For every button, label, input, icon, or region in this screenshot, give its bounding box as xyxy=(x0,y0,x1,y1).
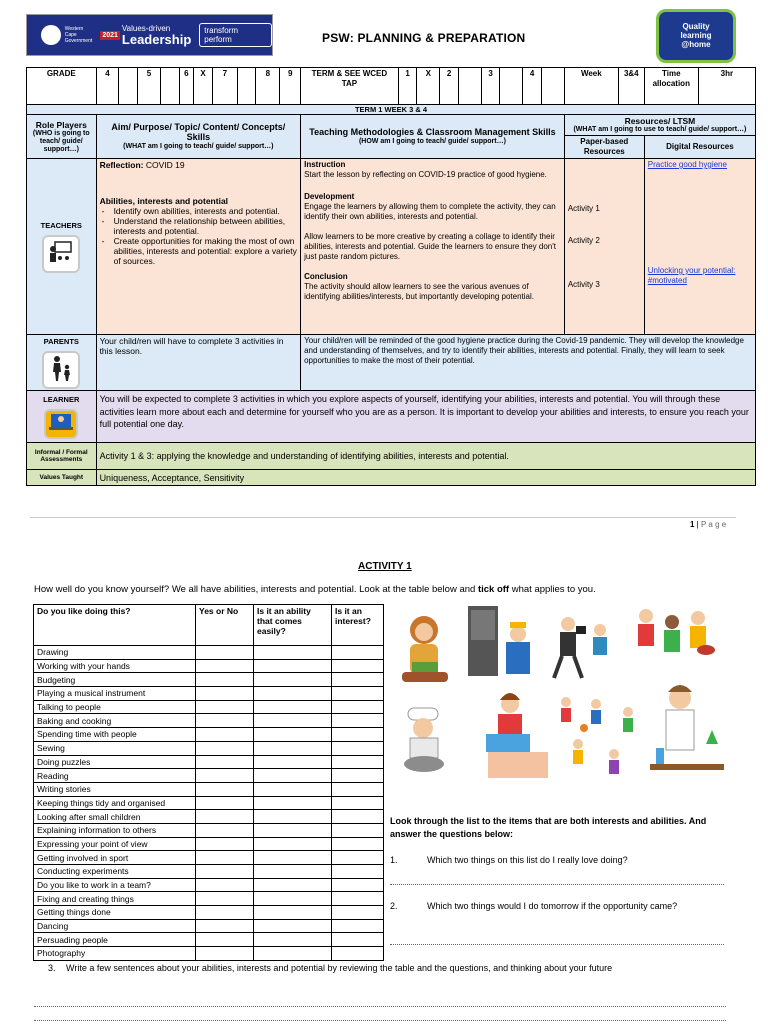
table-row xyxy=(34,892,384,906)
learner-text: You will be expected to complete 3 activities in which you explore aspects of yourself, identifying your abilities, interests and potential. You will through these activities learn more about each and determine for yourself who you are as a person. It is important to develop your abilities and interests, to ensure you reach your full potential one day. xyxy=(96,391,755,443)
term-banner-row xyxy=(27,105,756,115)
yes-no-cell[interactable] xyxy=(196,714,254,728)
quality-learning-logo: Quality learning @home xyxy=(656,9,736,63)
paper-item: Activity 3 xyxy=(567,280,600,289)
interest-cell[interactable] xyxy=(332,906,384,920)
interest-cell[interactable] xyxy=(332,673,384,687)
interest-cell[interactable] xyxy=(332,687,384,701)
assessment-role: Informal / Formal Assessments xyxy=(27,443,97,470)
week-label: Week xyxy=(564,68,618,105)
table-row xyxy=(34,728,384,742)
values-text: Uniqueness, Acceptance, Sensitivity xyxy=(96,470,755,486)
activity-item: Sewing xyxy=(34,741,196,755)
interest-cell[interactable] xyxy=(332,769,384,783)
assessment-row xyxy=(27,443,756,470)
activity-item: Doing puzzles xyxy=(34,755,196,769)
activity-item: Looking after small children xyxy=(34,810,196,824)
yes-no-cell[interactable] xyxy=(196,741,254,755)
time-label: Time allocation xyxy=(644,68,698,105)
ability-cell[interactable] xyxy=(254,878,332,892)
ability-cell[interactable] xyxy=(254,837,332,851)
activity-item: Keeping things tidy and organised xyxy=(34,796,196,810)
table-row xyxy=(34,919,384,933)
values-role: Values Taught xyxy=(27,470,97,486)
yes-no-cell[interactable] xyxy=(196,769,254,783)
ability-cell[interactable] xyxy=(254,755,332,769)
table-row xyxy=(34,851,384,865)
week-value: 3&4 xyxy=(618,68,644,105)
ability-cell[interactable] xyxy=(254,810,332,824)
interest-cell[interactable] xyxy=(332,741,384,755)
table-row xyxy=(34,755,384,769)
answer-line[interactable] xyxy=(390,944,724,945)
time-value: 3hr xyxy=(698,68,755,105)
activity-item: Playing a musical instrument xyxy=(34,687,196,701)
paper-resources xyxy=(564,159,644,335)
activity-title: ACTIVITY 1 xyxy=(358,561,412,572)
ability-objective: - Understand the relationship between abilities, interests and potential. xyxy=(114,216,298,236)
table-row xyxy=(34,933,384,947)
ability-cell[interactable] xyxy=(254,741,332,755)
activities-illustration xyxy=(388,604,724,784)
grade-label: GRADE xyxy=(27,68,97,105)
interest-cell[interactable] xyxy=(332,782,384,796)
parent-child-icon xyxy=(42,351,80,389)
column-header: Is it an ability that comes easily? xyxy=(254,605,332,646)
teachers-role: TEACHERS xyxy=(27,159,97,335)
yes-no-cell[interactable] xyxy=(196,700,254,714)
roles-header: Role Players (WHO is going to teach/ guide/ support…) xyxy=(27,115,97,159)
activity-item: Spending time with people xyxy=(34,728,196,742)
table-row xyxy=(34,673,384,687)
interest-cell[interactable] xyxy=(332,700,384,714)
teacher-board-icon xyxy=(42,235,80,273)
table-row xyxy=(34,865,384,879)
leadership-banner: Western Cape Government 2021 Values-driven Leadership transform perform xyxy=(26,14,273,56)
yes-no-cell[interactable] xyxy=(196,947,254,961)
table-row xyxy=(34,687,384,701)
ability-cell[interactable] xyxy=(254,687,332,701)
yes-no-cell[interactable] xyxy=(196,906,254,920)
interests-table xyxy=(33,604,384,961)
learner-laptop-icon xyxy=(44,409,78,439)
government-seal-icon xyxy=(41,25,61,45)
parents-method: Your child/ren will be reminded of the good hygiene practice during the Covid-19 pandemic. They will develop the knowledge and understanding of themselves, and try to identify their abilities, interests and potential. Finally, they will learn to seek opportunities to make the most of their potential. xyxy=(301,335,756,391)
ability-cell[interactable] xyxy=(254,865,332,879)
learner-row xyxy=(27,391,756,443)
interest-cell[interactable] xyxy=(332,659,384,673)
ability-cell[interactable] xyxy=(254,933,332,947)
ability-cell[interactable] xyxy=(254,892,332,906)
aim-header: Aim/ Purpose/ Topic/ Content/ Concepts/ Skills (WHAT am I going to teach/ guide/ support…) xyxy=(96,115,301,159)
question-3-number: 3. xyxy=(48,963,56,973)
values-row xyxy=(27,470,756,486)
activity-item: Budgeting xyxy=(34,673,196,687)
yes-no-cell[interactable] xyxy=(196,878,254,892)
questions-heading: Look through the list to the items that are both interests and abilities. And answer the questions below: xyxy=(390,816,707,839)
paper-item: Activity 2 xyxy=(567,236,600,245)
question-2: Which two things would I do tomorrow if the opportunity came? xyxy=(427,901,678,911)
table-row xyxy=(34,906,384,920)
interest-cell[interactable] xyxy=(332,810,384,824)
table-row xyxy=(34,837,384,851)
answer-line[interactable] xyxy=(390,884,724,885)
activity-item: Writing stories xyxy=(34,782,196,796)
yes-no-cell[interactable] xyxy=(196,755,254,769)
activity-intro: How well do you know yourself? We all have abilities, interests and potential. Look at the table below and tick off what applies to you. xyxy=(34,584,596,595)
parents-row xyxy=(27,335,756,391)
practice-hygiene-link[interactable]: Practice good hygiene xyxy=(647,160,727,169)
table-row xyxy=(34,878,384,892)
yes-no-cell[interactable] xyxy=(196,837,254,851)
ability-cell[interactable] xyxy=(254,646,332,660)
yes-no-cell[interactable] xyxy=(196,892,254,906)
table-row xyxy=(34,823,384,837)
activity-item: Dancing xyxy=(34,919,196,933)
digital-resources xyxy=(644,159,755,335)
page-number: 1 | P a g e xyxy=(690,520,727,529)
table-row xyxy=(34,741,384,755)
table-row xyxy=(34,714,384,728)
interest-cell[interactable] xyxy=(332,837,384,851)
page-divider xyxy=(30,517,736,518)
interest-cell[interactable] xyxy=(332,878,384,892)
activity-item: Drawing xyxy=(34,646,196,660)
ability-objective: - Create opportunities for making the most of own abilities, interests and potential: explore a variety of sources. xyxy=(114,236,298,266)
ability-cell[interactable] xyxy=(254,769,332,783)
activity-item: Expressing your point of view xyxy=(34,837,196,851)
column-header: Is it an interest? xyxy=(332,605,384,646)
yes-no-cell[interactable] xyxy=(196,823,254,837)
ability-cell[interactable] xyxy=(254,728,332,742)
activity-item: Baking and cooking xyxy=(34,714,196,728)
question-1: Which two things on this list do I really love doing? xyxy=(427,855,628,865)
question-3: Write a few sentences about your abilities, interests and potential by reviewing the table and the questions, and thinking about your future xyxy=(66,963,613,973)
ability-objective: - Identify own abilities, interests and potential. xyxy=(114,206,298,216)
teachers-aim: Reflection: COVID 19 Abilities, interests and potential - Identify own abilities, interests and potential. - Understand the relationship between abilities, interests and potential. - Create opportunities for making the most of own abilities, interests and potential: explore a variety of sources. xyxy=(96,159,301,335)
activity-item: Talking to people xyxy=(34,700,196,714)
yes-no-cell[interactable] xyxy=(196,782,254,796)
activity-item: Getting things done xyxy=(34,906,196,920)
learner-role: LEARNER xyxy=(27,391,97,443)
yes-no-cell[interactable] xyxy=(196,796,254,810)
activity-item: Reading xyxy=(34,769,196,783)
ability-cell[interactable] xyxy=(254,919,332,933)
interest-cell[interactable] xyxy=(332,892,384,906)
interest-cell[interactable] xyxy=(332,646,384,660)
ability-cell[interactable] xyxy=(254,796,332,810)
yes-no-cell[interactable] xyxy=(196,646,254,660)
column-header: Do you like doing this? xyxy=(34,605,196,646)
yes-no-cell[interactable] xyxy=(196,851,254,865)
planning-table xyxy=(26,67,756,486)
table-row xyxy=(34,810,384,824)
column-header: Yes or No xyxy=(196,605,254,646)
activity-item: Getting involved in sport xyxy=(34,851,196,865)
table-row xyxy=(34,700,384,714)
paper-header: Paper-based Resources xyxy=(564,136,644,159)
yes-no-cell[interactable] xyxy=(196,933,254,947)
yes-no-cell[interactable] xyxy=(196,687,254,701)
interest-cell[interactable] xyxy=(332,714,384,728)
resources-header: Resources/ LTSM (WHAT am I going to use to teach/ guide/ support…) xyxy=(564,115,755,136)
ability-cell[interactable] xyxy=(254,700,332,714)
interest-cell[interactable] xyxy=(332,755,384,769)
activity-item: Working with your hands xyxy=(34,659,196,673)
grade-term-row: GRADE 4 5 6 X 7 8 9 TERM & SEE WCED TAP 1 X 2 3 4 Week 3&4 Time allocation 3hr xyxy=(27,68,756,105)
ability-cell[interactable] xyxy=(254,714,332,728)
question-1-number: 1. xyxy=(390,855,398,865)
table-header-row xyxy=(34,605,384,646)
yes-no-cell[interactable] xyxy=(196,673,254,687)
interest-cell[interactable] xyxy=(332,796,384,810)
activity-item: Fixing and creating things xyxy=(34,892,196,906)
yes-no-cell[interactable] xyxy=(196,728,254,742)
activity-item: Explaining information to others xyxy=(34,823,196,837)
transform-perform-badge: transform perform xyxy=(199,23,272,47)
interest-cell[interactable] xyxy=(332,865,384,879)
ability-cell[interactable] xyxy=(254,851,332,865)
parents-role: PARENTS xyxy=(27,335,97,391)
activity-item: Do you like to work in a team? xyxy=(34,878,196,892)
ability-cell[interactable] xyxy=(254,823,332,837)
assessment-text: Activity 1 & 3: applying the knowledge and understanding of identifying abilities, interests and potential. xyxy=(96,443,755,470)
table-row xyxy=(34,796,384,810)
unlocking-potential-link[interactable]: Unlocking your potential: #motivated xyxy=(647,266,736,285)
paper-item: Activity 1 xyxy=(567,204,600,213)
activity-item: Persuading people xyxy=(34,933,196,947)
interest-cell[interactable] xyxy=(332,933,384,947)
table-row xyxy=(34,659,384,673)
answer-line[interactable] xyxy=(34,1006,726,1007)
ability-cell[interactable] xyxy=(254,782,332,796)
term-banner: TERM 1 WEEK 3 & 4 xyxy=(27,105,756,115)
interest-cell[interactable] xyxy=(332,851,384,865)
question-2-number: 2. xyxy=(390,901,398,911)
activity-item: Photography xyxy=(34,947,196,961)
interest-cell[interactable] xyxy=(332,919,384,933)
column-header-row xyxy=(27,115,756,136)
badge-year: 2021 xyxy=(102,31,118,39)
teachers-row xyxy=(27,159,756,335)
table-row xyxy=(34,782,384,796)
teachers-method: Instruction Start the lesson by reflecting on COVID-19 practice of good hygiene. Development Engage the learners by allowing them to complete the activity, they can identify their own abilities, interests and potential. Allow learners to be more creative by creating a collage to identify their abilities, interests and potential. Guide the learners to ensure they don't just paste random pictures. Conclusion The activity should allow learners to see the various avenues of identifying abilities/interests, but importantly developing potential. xyxy=(301,159,565,335)
interest-cell[interactable] xyxy=(332,823,384,837)
ability-cell[interactable] xyxy=(254,947,332,961)
method-header: Teaching Methodologies & Classroom Management Skills (HOW am I going to teach/ guide/ support…) xyxy=(301,115,565,159)
answer-line[interactable] xyxy=(34,1020,726,1021)
yes-no-cell[interactable] xyxy=(196,810,254,824)
interest-cell[interactable] xyxy=(332,728,384,742)
activity-item: Conducting experiments xyxy=(34,865,196,879)
yes-no-cell[interactable] xyxy=(196,865,254,879)
yes-no-cell[interactable] xyxy=(196,919,254,933)
table-row xyxy=(34,947,384,961)
yes-no-cell[interactable] xyxy=(196,659,254,673)
ability-cell[interactable] xyxy=(254,659,332,673)
table-row xyxy=(34,646,384,660)
page-title: PSW: PLANNING & PREPARATION xyxy=(322,31,526,45)
interest-cell[interactable] xyxy=(332,947,384,961)
parents-aim: Your child/ren will have to complete 3 activities in this lesson. xyxy=(96,335,301,391)
term-label: TERM & SEE WCED TAP xyxy=(301,68,399,105)
digital-header: Digital Resources xyxy=(644,136,755,159)
table-row xyxy=(34,769,384,783)
ability-cell[interactable] xyxy=(254,906,332,920)
ability-cell[interactable] xyxy=(254,673,332,687)
